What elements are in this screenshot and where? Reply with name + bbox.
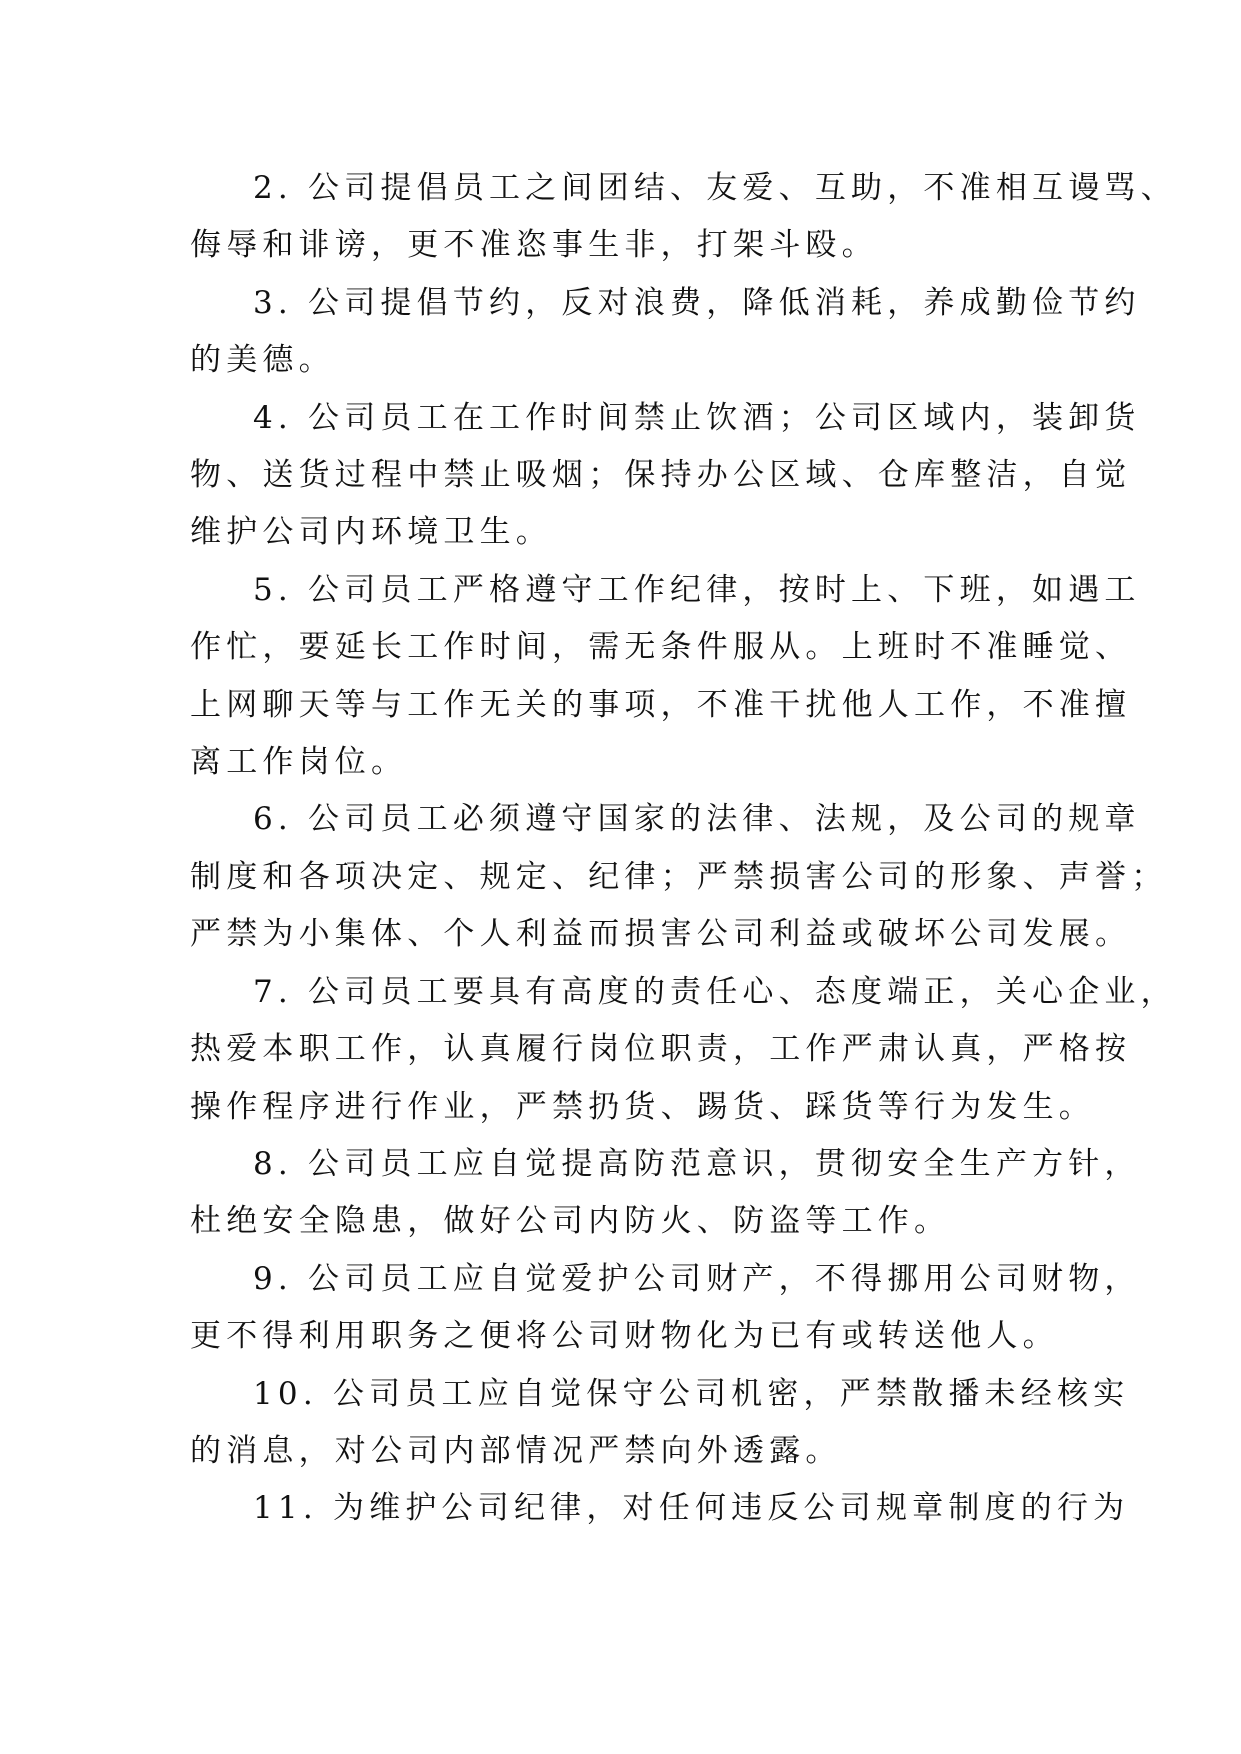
paragraph-line: 物、送货过程中禁止吸烟；保持办公区域、仓库整洁，自觉 [190, 457, 1132, 494]
paragraph-line: 更不得利用职务之便将公司财物化为已有或转送他人。 [190, 1318, 1059, 1355]
paragraph-line: 热爱本职工作，认真履行岗位职责，工作严肃认真，严格按 [190, 1031, 1132, 1068]
paragraph-line: 11. 为维护公司纪律，对任何违反公司规章制度的行为 [253, 1490, 1130, 1527]
paragraph-line: 严禁为小集体、个人利益而损害公司利益或破坏公司发展。 [190, 916, 1132, 953]
paragraph-item-2 [190, 160, 1177, 275]
paragraph-line: 6. 公司员工必须遵守国家的法律、法规，及公司的规章 [253, 801, 1141, 838]
paragraph-line: 的消息，对公司内部情况严禁向外透露。 [190, 1432, 842, 1469]
paragraph-item-10 [190, 1366, 1130, 1481]
paragraph-line: 上网聊天等与工作无关的事项，不准干扰他人工作，不准擅 [190, 686, 1132, 723]
paragraph-item-4 [190, 390, 1141, 562]
paragraph-item-7 [190, 964, 1177, 1136]
paragraph-item-8 [190, 1136, 1141, 1251]
paragraph-item-6 [190, 791, 1168, 963]
paragraph-line: 4. 公司员工在工作时间禁止饮酒；公司区域内，装卸货 [253, 399, 1141, 436]
paragraph-line: 5. 公司员工严格遵守工作纪律，按时上、下班，如遇工 [253, 571, 1141, 608]
paragraph-line: 8. 公司员工应自觉提高防范意识，贯彻安全生产方针， [253, 1145, 1141, 1182]
paragraph-item-5 [190, 562, 1141, 792]
paragraph-line: 杜绝安全隐患，做好公司内防火、防盗等工作。 [190, 1203, 951, 1240]
paragraph-line: 作忙，要延长工作时间，需无条件服从。上班时不准睡觉、 [190, 629, 1132, 666]
paragraph-item-11 [190, 1480, 1130, 1537]
paragraph-line: 制度和各项决定、规定、纪律；严禁损害公司的形象、声誉； [190, 858, 1168, 895]
paragraph-line: 7. 公司员工要具有高度的责任心、态度端正，关心企业， [253, 973, 1177, 1010]
paragraph-line: 2. 公司提倡员工之间团结、友爱、互助，不准相互谩骂、 [253, 170, 1177, 206]
paragraph-line: 维护公司内环境卫生。 [190, 514, 552, 551]
paragraph-item-3 [190, 275, 1141, 390]
document-body [190, 160, 1177, 1538]
paragraph-line: 离工作岗位。 [190, 744, 408, 781]
paragraph-line: 侮辱和诽谤，更不准恣事生非，打架斗殴。 [190, 227, 878, 264]
paragraph-line: 10. 公司员工应自觉保守公司机密，严禁散播未经核实 [253, 1375, 1130, 1412]
paragraph-line: 的美德。 [190, 342, 335, 379]
paragraph-line: 3. 公司提倡节约，反对浪费，降低消耗，养成勤俭节约 [253, 284, 1141, 321]
paragraph-line: 操作程序进行作业，严禁扔货、踢货、踩货等行为发生。 [190, 1088, 1095, 1125]
paragraph-item-9 [190, 1251, 1141, 1366]
paragraph-line: 9. 公司员工应自觉爱护公司财产，不得挪用公司财物， [253, 1260, 1141, 1297]
